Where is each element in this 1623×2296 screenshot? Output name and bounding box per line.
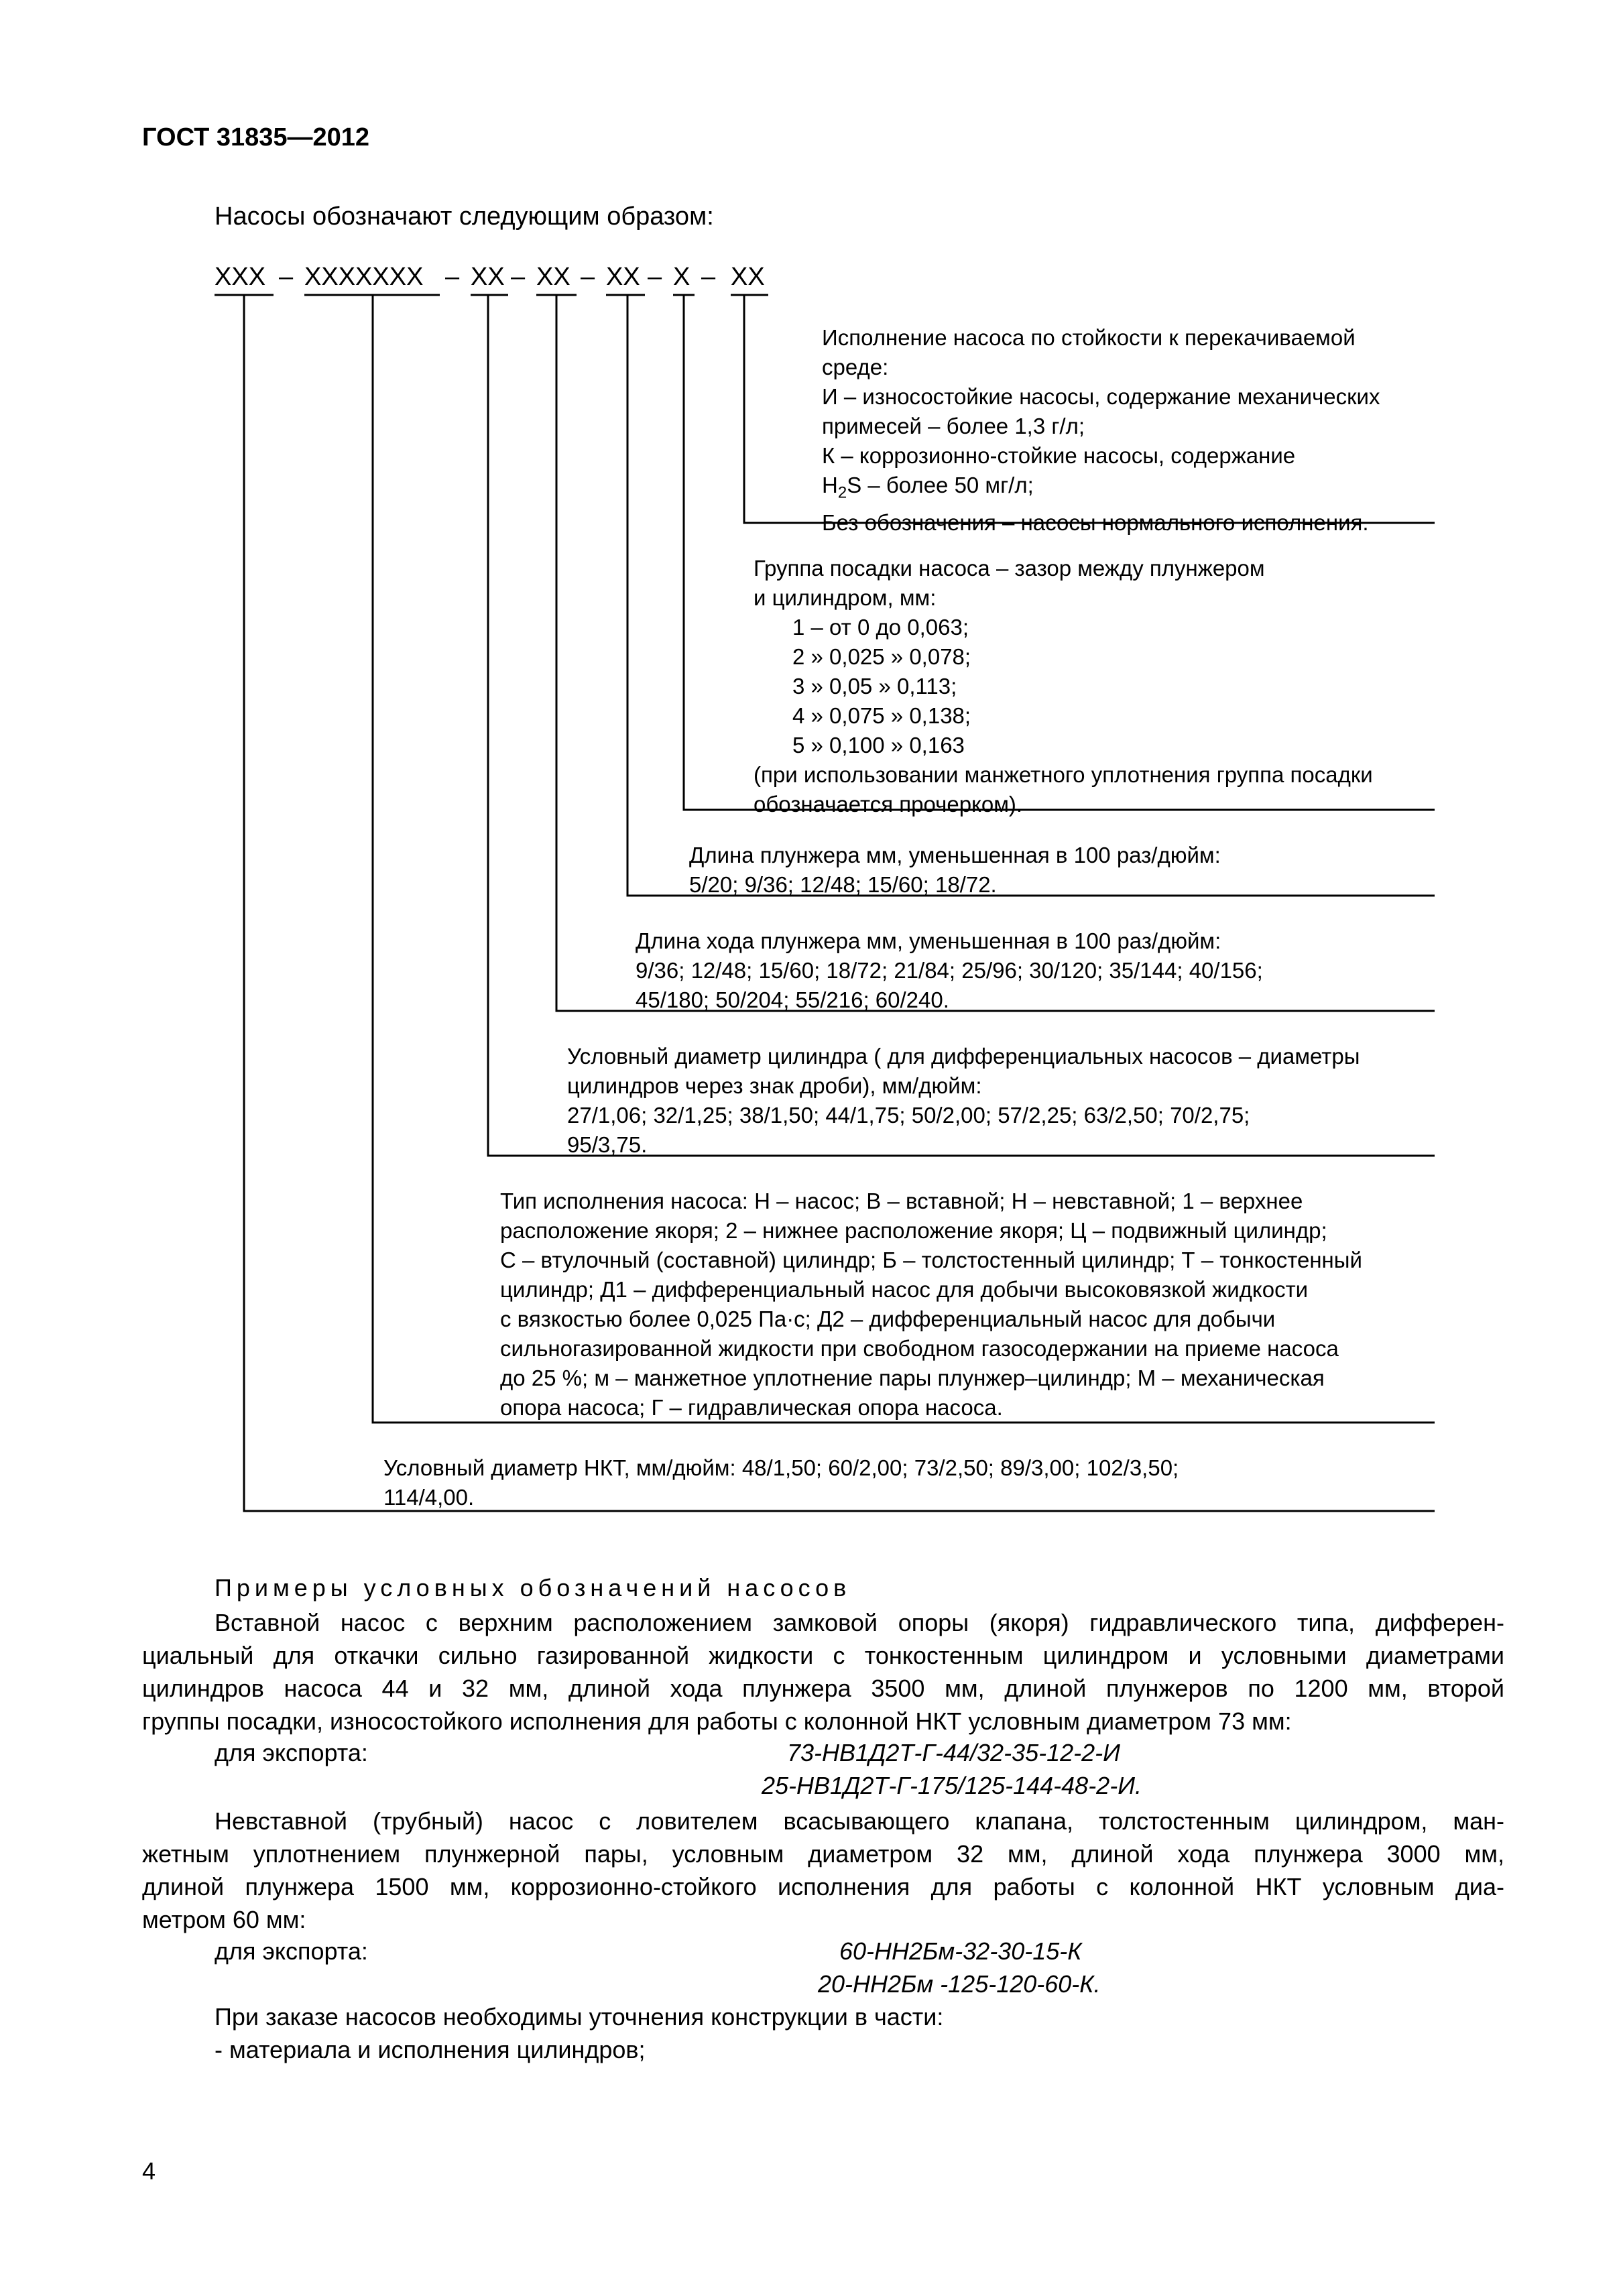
scheme-line: Условный диаметр НКТ, мм/дюйм: 48/1,50; 60/2,00; 73/2,50; 89/3,00; 102/3,50; [383, 1455, 1179, 1480]
code-part-3: ХХ [471, 263, 505, 291]
code-sep: – [445, 263, 460, 291]
scheme-line: Длина хода плунжера мм, уменьшенная в 100 раз/дюйм: [636, 928, 1221, 953]
export-label: для экспорта: [215, 1739, 368, 1766]
scheme-line: 27/1,06; 32/1,25; 38/1,50; 44/1,75; 50/2,00; 57/2,25; 63/2,50; 70/2,75; [567, 1103, 1250, 1128]
scheme-line: примесей – более 1,3 г/л; [822, 414, 1085, 438]
scheme-item-resistance [822, 323, 1380, 538]
scheme-line: среде: [822, 355, 889, 379]
scheme-line: 45/180; 50/204; 55/216; 60/240. [636, 987, 949, 1012]
scheme-line: 2 » 0,025 » 0,078; [792, 644, 971, 669]
scheme-line: Исполнение насоса по стойкости к перекачиваемой [822, 325, 1356, 350]
scheme-line: и цилиндром, мм: [754, 585, 937, 610]
scheme-line: цилиндров через знак дроби), мм/дюйм: [567, 1073, 982, 1098]
scheme-item-tubing-diameter [383, 1453, 1179, 1512]
scheme-line-h2s [822, 471, 1380, 508]
example-code-4: 20-НН2Бм -125-120-60-К. [818, 1970, 1101, 1998]
code-sep: – [581, 263, 595, 291]
scheme-item-cylinder-diameter [567, 1042, 1360, 1160]
scheme-line: С – втулочный (составной) цилиндр; Б – толстостенный цилиндр; Т – тонкостенный [500, 1248, 1362, 1272]
scheme-line: 114/4,00. [383, 1485, 475, 1510]
paragraph-line: жетным уплотнением плунжерной пары, условным диаметром 32 мм, длиной хода плунжера 3000 мм, [142, 1840, 1504, 1868]
paragraph-line: Вставной насос с верхним расположением замковой опоры (якоря) гидравлического типа, дифферен- [215, 1609, 1504, 1636]
order-note: При заказе насосов необходимы уточнения конструкции в части: [215, 2003, 944, 2031]
scheme-line: 5/20; 9/36; 12/48; 15/60; 18/72. [689, 872, 997, 897]
scheme-item-pump-type [500, 1187, 1362, 1423]
scheme-item-fit-group [754, 554, 1373, 819]
example-paragraph-1 [142, 1606, 1504, 1738]
scheme-line: И – износостойкие насосы, содержание механических [822, 384, 1380, 409]
page-number: 4 [142, 2157, 156, 2185]
code-part-1: ХХХ [215, 263, 266, 291]
code-sep: – [648, 263, 662, 291]
scheme-line: расположение якоря; 2 – нижнее расположение якоря; Ц – подвижный цилиндр; [500, 1218, 1327, 1243]
scheme-line: опора насоса; Г – гидравлическая опора насоса. [500, 1395, 1003, 1420]
paragraph-line: циальный для откачки сильно газированной жидкости с тонкостенным цилиндром и условными диаметрами [142, 1642, 1504, 1669]
paragraph-line: группы посадки, износостойкого исполнения для работы с колонной НКТ условным диаметром 73 мм: [142, 1707, 1292, 1735]
scheme-line: 95/3,75. [567, 1132, 648, 1157]
code-sep: – [701, 263, 716, 291]
code-sep: – [511, 263, 526, 291]
export-label: для экспорта: [215, 1937, 368, 1965]
intro-text: Насосы обозначают следующим образом: [215, 202, 714, 231]
order-note-item: - материала и исполнения цилиндров; [215, 2036, 646, 2063]
code-part-2: ХХХХХХХ [304, 263, 424, 291]
scheme-line: 4 » 0,075 » 0,138; [792, 703, 971, 728]
scheme-line: (при использовании манжетного уплотнения группа посадки [754, 762, 1373, 787]
h2s-rest: S – более 50 мг/л; [847, 473, 1034, 497]
scheme-line: Тип исполнения насоса: Н – насос; В – вставной; Н – невставной; 1 – верхнее [500, 1189, 1303, 1213]
paragraph-line: цилиндров насоса 44 и 32 мм, длиной хода плунжера 3500 мм, длиной плунжеров по 1200 мм, второй [142, 1675, 1504, 1702]
code-sep: – [279, 263, 294, 291]
scheme-line: обозначается прочерком). [754, 792, 1023, 817]
scheme-line: до 25 %; м – манжетное уплотнение пары плунжер–цилиндр; М – механическая [500, 1366, 1325, 1390]
examples-title: Примеры условных обозначений насосов [215, 1574, 851, 1602]
code-part-7: ХХ [731, 263, 765, 291]
code-part-6: Х [673, 263, 690, 291]
scheme-line: Условный диаметр цилиндра ( для дифференциальных насосов – диаметры [567, 1044, 1360, 1069]
scheme-line: 9/36; 12/48; 15/60; 18/72; 21/84; 25/96; 30/120; 35/144; 40/156; [636, 958, 1263, 983]
scheme-item-plunger-length [689, 841, 1221, 900]
example-code-1: 73-НВ1Д2Т-Г-44/32-35-12-2-И [787, 1739, 1120, 1766]
scheme-line: К – коррозионно-стойкие насосы, содержание [822, 443, 1296, 468]
scheme-line: 1 – от 0 до 0,063; [792, 615, 969, 640]
h2s-sub: 2 [837, 483, 847, 502]
scheme-line: с вязкостью более 0,025 Па·с; Д2 – дифференциальный насос для добычи [500, 1307, 1276, 1331]
code-part-4: ХХ [536, 263, 570, 291]
scheme-line: Длина плунжера мм, уменьшенная в 100 раз/дюйм: [689, 843, 1221, 867]
scheme-line: 3 » 0,05 » 0,113; [792, 674, 957, 699]
h2s-h: H [822, 473, 838, 497]
paragraph-line: метром 60 мм: [142, 1906, 306, 1933]
example-code-2: 25-НВ1Д2Т-Г-175/125-144-48-2-И. [762, 1772, 1142, 1799]
example-paragraph-2 [142, 1805, 1504, 1936]
document-header: ГОСТ 31835—2012 [142, 123, 370, 152]
scheme-line: 5 » 0,100 » 0,163 [792, 733, 965, 758]
example-code-3: 60-НН2Бм-32-30-15-К [839, 1937, 1082, 1965]
paragraph-line: длиной плунжера 1500 мм, коррозионно-стойкого исполнения для работы с колонной НКТ условным диа- [142, 1873, 1504, 1900]
scheme-line: Без обозначения – насосы нормального исполнения. [822, 509, 1369, 535]
paragraph-line: Невставной (трубный) насос с ловителем всасывающего клапана, толстостенным цилиндром, ман- [215, 1807, 1504, 1835]
code-part-5: ХХ [606, 263, 640, 291]
scheme-line: Группа посадки насоса – зазор между плунжером [754, 556, 1265, 581]
scheme-line: цилиндр; Д1 – дифференциальный насос для добычи высоковязкой жидкости [500, 1277, 1309, 1302]
scheme-line: сильногазированной жидкости при свободном газосодержании на приеме насоса [500, 1336, 1339, 1361]
scheme-item-stroke-length [636, 926, 1263, 1015]
